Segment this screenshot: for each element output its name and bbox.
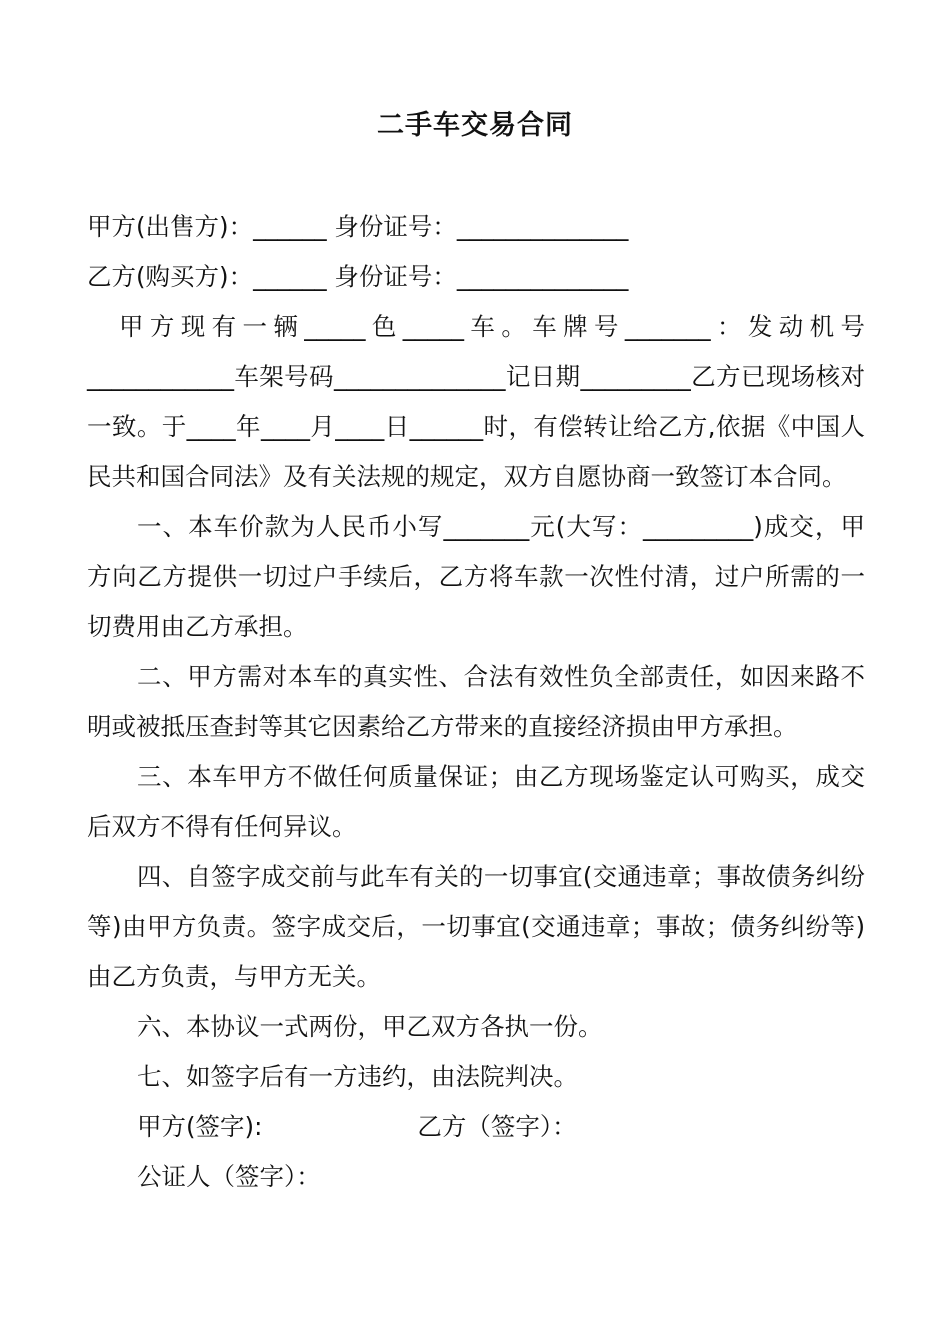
clause-7: 七、如签字后有一方违约，由法院判决。 xyxy=(137,1062,578,1091)
signature-party-b: 乙方（签字）： xyxy=(417,1112,577,1141)
party-b-line: 乙方(购买方)：______ 身份证号：______________ xyxy=(87,262,629,291)
document-title: 二手车交易合同 xyxy=(377,110,573,141)
clause-3: 三、本车甲方不做任何质量保证；由乙方现场鉴定认可购买，成交后双方不得有任何异议。 xyxy=(87,762,865,841)
party-a-line: 甲方(出售方)：______ 身份证号：______________ xyxy=(87,212,629,241)
intro-paragraph: 甲方现有一辆_____色_____车。车牌号_______：发动机号____________车架号码______________记日期_________乙方已现场核对一致。于____年____月____日______时，有偿转让给乙方,依据《中国人民共和国合同法》及有关法规的规定，双方自愿协商一致签订本合同。 xyxy=(87,312,865,491)
signature-row xyxy=(87,1102,865,1152)
contract-body xyxy=(87,202,865,1202)
signature-notary: 公证人（签字）： xyxy=(137,1162,321,1191)
signature-party-a: 甲方(签字): xyxy=(137,1112,263,1141)
clause-2: 二、甲方需对本车的真实性、合法有效性负全部责任，如因来路不明或被抵压查封等其它因素给乙方带来的直接经济损由甲方承担。 xyxy=(87,662,865,741)
clause-1: 一、本车价款为人民币小写_______元(大写：_________)成交，甲方向乙方提供一切过户手续后，乙方将车款一次性付清，过户所需的一切费用由乙方承担。 xyxy=(87,512,865,641)
clause-6: 六、本协议一式两份，甲乙双方各执一份。 xyxy=(137,1012,603,1041)
clause-4: 四、自签字成交前与此车有关的一切事宜(交通违章；事故债务纠纷等)由甲方负责。签字成交后，一切事宜(交通违章；事故；债务纠纷等)由乙方负责，与甲方无关。 xyxy=(87,862,865,991)
